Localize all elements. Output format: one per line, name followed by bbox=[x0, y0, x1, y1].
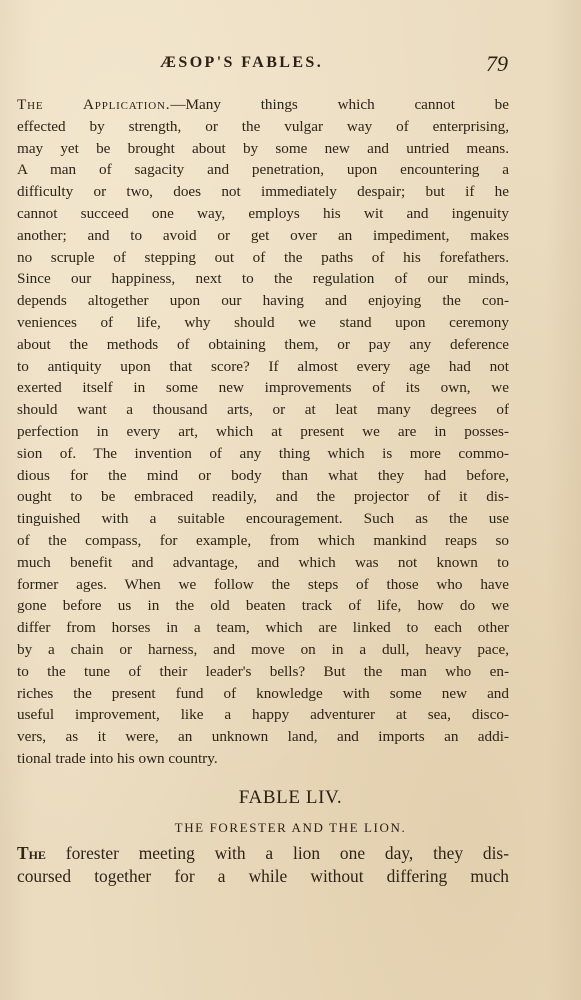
text-line: Since our happiness, next to the regulation of our minds, bbox=[17, 270, 509, 288]
text-line: dious for the mind or body than what they had before, bbox=[17, 466, 509, 484]
text-line: sion of. The invention of any thing which is more commo- bbox=[17, 444, 509, 462]
fable-heading: FABLE LIV. bbox=[238, 787, 343, 808]
text-line: vers, as it were, an unknown land, and imports an addi- bbox=[17, 728, 509, 746]
text-line: useful improvement, like a happy adventurer at sea, disco- bbox=[17, 706, 509, 724]
text-line: difficulty or two, does not immediately despair; but if he bbox=[17, 183, 509, 201]
page-number: 79 bbox=[486, 51, 508, 76]
fable-first-word: The bbox=[17, 843, 46, 863]
text-line: tional trade into his own country. bbox=[17, 749, 218, 767]
text-line: to antiquity upon that score? If almost every age had not bbox=[17, 357, 509, 375]
text-line-content: —Many things which cannot be bbox=[170, 96, 509, 113]
text-line: no scruple of stepping out of the paths of his forefathers. bbox=[17, 248, 509, 266]
text-line: to the tune of their leader's bells? But the man who en- bbox=[17, 662, 509, 680]
text-line: ought to be embraced readily, and the projector of it dis- bbox=[17, 488, 509, 506]
text-line: about the methods of obtaining them, or pay any deference bbox=[17, 335, 509, 353]
running-title: ÆSOP'S FABLES. bbox=[160, 54, 324, 71]
fable-subtitle: THE FORESTER AND THE LION. bbox=[174, 820, 407, 835]
text-line bbox=[17, 94, 509, 116]
text-line: veniences of life, why should we stand upon ceremony bbox=[17, 313, 509, 331]
text-line: riches the present fund of knowledge with some new and bbox=[17, 684, 509, 702]
text-line: perfection in every art, which at present we are in posses- bbox=[17, 422, 509, 440]
text-line: another; and to avoid or get over an impediment, makes bbox=[17, 226, 509, 244]
text-line: exerted itself in some new improvements of its own, we bbox=[17, 379, 509, 397]
application-paragraph bbox=[17, 94, 509, 770]
text-line: effected by strength, or the vulgar way of enterprising, bbox=[17, 117, 509, 135]
text-line: much benefit and advantage, and which was not known to bbox=[17, 553, 509, 571]
text-line-content: forester meeting with a lion one day, they dis- bbox=[45, 843, 509, 863]
text-line: may yet be brought about by some new and untried means. bbox=[17, 139, 509, 157]
text-line: gone before us in the old beaten track of life, how do we bbox=[17, 597, 509, 615]
text-line: depends altogether upon our having and enjoying the con- bbox=[17, 292, 509, 310]
text-line: of the compass, for example, from which mankind reaps so bbox=[17, 531, 509, 549]
text-line bbox=[17, 842, 509, 865]
text-line: coursed together for a while without differing much bbox=[17, 866, 509, 886]
text-line: differ from horses in a team, which are linked to each other bbox=[17, 619, 509, 637]
running-head bbox=[0, 51, 581, 78]
application-lead-in: The Application. bbox=[17, 96, 171, 113]
fable-body bbox=[17, 842, 509, 888]
text-line: cannot succeed one way, employs his wit and ingenuity bbox=[17, 204, 509, 222]
text-line: former ages. When we follow the steps of those who have bbox=[17, 575, 509, 593]
text-line: A man of sagacity and penetration, upon encountering a bbox=[17, 161, 509, 179]
text-line: by a chain or harness, and move on in a dull, heavy pace, bbox=[17, 640, 509, 658]
text-line: tinguished with a suitable encouragement. Such as the use bbox=[17, 510, 509, 528]
text-line: should want a thousand arts, or at leat many degrees of bbox=[17, 401, 509, 419]
